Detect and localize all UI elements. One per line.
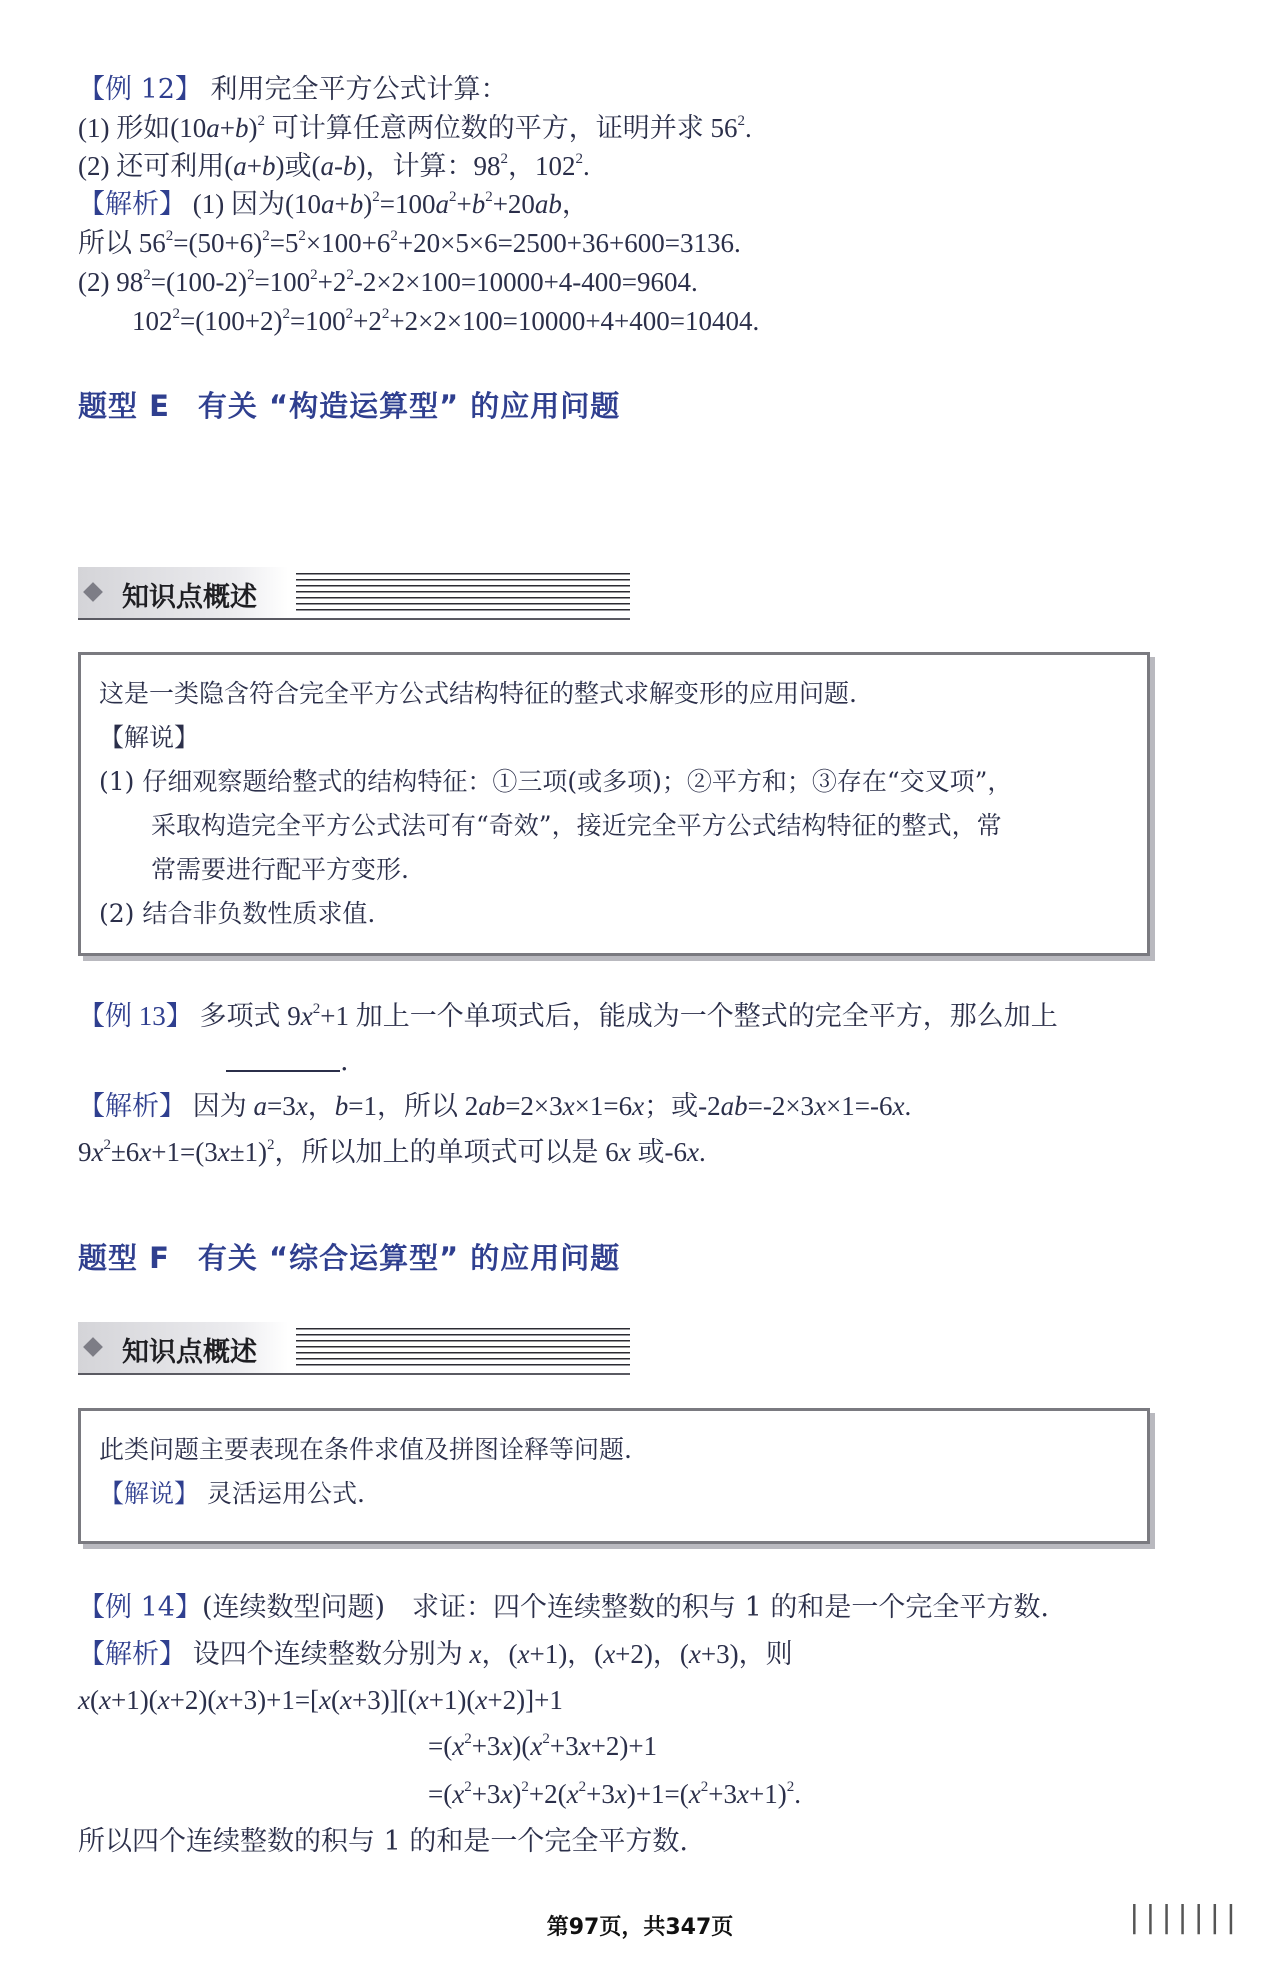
box-line: 此类问题主要表现在条件求值及拼图诠释等问题.: [99, 1435, 632, 1464]
text: -2×2×100=10000+4-400=9604.: [353, 267, 698, 297]
ex12-solution-line3: [78, 264, 698, 300]
ex12-prompt: 利用完全平方公式计算：: [210, 74, 508, 105]
text: ×1=-6: [826, 1091, 893, 1121]
text: =2×3: [505, 1091, 563, 1121]
text: =1，所以 2: [348, 1091, 479, 1121]
section-e-summary-box: [78, 652, 1150, 956]
text: +2: [317, 267, 347, 297]
var-x: x: [688, 1639, 701, 1669]
var-ab: ab: [534, 189, 562, 219]
text: 可计算任意两位数的平方，证明并求 56: [271, 113, 738, 143]
text: ): [363, 189, 373, 219]
text: =(100-2): [150, 267, 247, 297]
var-x: x: [295, 1091, 308, 1121]
text: (2) 还可利用(: [78, 151, 234, 181]
var-a: a: [435, 189, 449, 219]
box-explanation-tag: 【解说】: [99, 723, 200, 752]
ex14-solution-line2: x(x+1)(x+2)(x+3)+1=[x(x+3)][(x+1)(x+2)]+1: [78, 1685, 563, 1715]
exponent: 2: [345, 306, 354, 322]
var-ab: ab: [720, 1091, 748, 1121]
text: ；或-2: [644, 1091, 721, 1121]
text: =100: [289, 306, 346, 336]
text: ，: [307, 1091, 335, 1121]
text: ，: [561, 189, 589, 219]
stripe-decoration: [296, 573, 630, 613]
ex13-solution-line2: [78, 1134, 706, 1170]
box-line: (1) 仔细观察题给整式的结构特征：①三项(或多项)；②平方和；③存在“交叉项”，: [99, 767, 1013, 796]
text: =5: [269, 228, 299, 258]
text: ): [248, 113, 258, 143]
text: ×100+6: [305, 228, 391, 258]
ex12-solution-line1: [78, 186, 589, 222]
section-f-summary-box: [78, 1408, 1150, 1544]
var-b: b: [234, 113, 249, 143]
text: =100: [379, 189, 436, 219]
text: +: [456, 189, 472, 219]
knowledge-label: 知识点概述: [122, 582, 257, 613]
var-x: x: [892, 1091, 905, 1121]
text: 9: [78, 1137, 92, 1167]
var-x: x: [469, 1639, 482, 1669]
text: +: [246, 151, 262, 181]
section-e-title: 有关 “构造运算型” 的应用问题: [197, 389, 621, 423]
text: ，所以加上的单项式可以是 6: [274, 1137, 619, 1167]
var-b: b: [471, 189, 486, 219]
var-x: x: [139, 1137, 152, 1167]
text: =100: [254, 267, 311, 297]
text: +2: [353, 306, 382, 336]
text: ×1=6: [574, 1091, 633, 1121]
var-a: a: [233, 151, 247, 181]
ex14-conclusion: 所以四个连续整数的积与 1 的和是一个完全平方数.: [78, 1826, 688, 1857]
text: 设四个连续整数分别为: [192, 1639, 463, 1669]
ex14-tag: 【例 14】: [78, 1592, 202, 1623]
var-x: x: [687, 1137, 700, 1167]
exponent: 2: [500, 151, 508, 167]
ex14-solution-line1: [78, 1636, 793, 1672]
brand-watermark: |||||||: [1129, 1900, 1242, 1935]
section-f-title: 有关 “综合运算型” 的应用问题: [197, 1241, 621, 1275]
text: ，(: [481, 1639, 518, 1669]
ex12-solution-line2: [78, 225, 741, 261]
text: .: [744, 113, 752, 143]
text: -: [333, 151, 343, 181]
text: 或-6: [630, 1137, 688, 1167]
var-b: b: [261, 151, 276, 181]
solution-tag: 【解析】: [78, 1091, 186, 1121]
var-a: a: [320, 151, 334, 181]
var-b: b: [334, 1091, 349, 1121]
exponent: 2: [448, 189, 457, 205]
var-b: b: [342, 151, 357, 181]
text: +1 加上一个单项式后，能成为一个整式的完全平方，那么加上: [320, 1001, 1058, 1031]
var-a: a: [253, 1091, 267, 1121]
box-line: 这是一类隐含符合完全平方公式结构特征的整式求解变形的应用问题.: [99, 679, 857, 708]
var-x: x: [217, 1137, 230, 1167]
text: =(50+6): [173, 228, 263, 258]
ex13-tag: 【例 13】: [78, 1001, 193, 1031]
exponent: 2: [310, 267, 318, 283]
solution-tag: 【解析】: [78, 189, 186, 219]
exponent: 2: [390, 228, 398, 244]
text: 多项式 9: [199, 1001, 301, 1031]
exponent: 2: [372, 189, 380, 205]
text: 因为: [192, 1091, 247, 1121]
box-line: (2) 结合非负数性质求值.: [99, 899, 376, 928]
text: +: [219, 113, 235, 143]
text: ±6: [110, 1137, 140, 1167]
text: (1) 因为(10: [192, 189, 321, 219]
text: +: [334, 189, 350, 219]
exponent: 2: [246, 267, 255, 283]
ex12-prompt-line: [78, 72, 508, 108]
text: +20×5×6=2500+36+600=3136.: [397, 228, 741, 258]
exponent: 2: [143, 267, 151, 283]
box-line: 常需要进行配平方变形.: [151, 855, 409, 884]
var-x: x: [603, 1639, 616, 1669]
exponent: 2: [262, 228, 270, 244]
text: (2) 98: [78, 267, 144, 297]
var-x: x: [814, 1091, 827, 1121]
text: )，计算：98: [356, 151, 501, 181]
section-e-knowledge-banner: [78, 567, 630, 619]
knowledge-label: 知识点概述: [122, 1337, 257, 1368]
text: +20: [492, 189, 535, 219]
text: ±1): [229, 1137, 268, 1167]
text: 所以 56: [78, 228, 166, 258]
ex14-solution-line4: $=(x^2+3x)^2+2(x^2+3x)+1=(x^2+3x+1)^2$.: [428, 1779, 801, 1809]
answer-blank[interactable]: [226, 1046, 340, 1072]
text: +1)，(: [529, 1639, 604, 1669]
text: +2×2×100=10000+4+400=10404.: [389, 306, 760, 336]
ex12-tag: 【例 12】: [78, 74, 202, 105]
section-f-label: 题型 F: [78, 1241, 170, 1275]
exponent: 2: [282, 306, 290, 322]
ex12-part1: [78, 110, 752, 146]
var-x: x: [562, 1091, 575, 1121]
text: .: [904, 1091, 912, 1121]
exponent: 2: [312, 1001, 321, 1017]
var-a: a: [206, 113, 220, 143]
text: =3: [267, 1091, 296, 1121]
text: =(100+2): [180, 306, 283, 336]
exponent: 2: [381, 306, 390, 322]
ex12-part2: [78, 148, 590, 184]
var-x: x: [300, 1001, 313, 1031]
section-e-label: 题型 E: [78, 389, 170, 423]
text: )或(: [275, 151, 321, 181]
ex14-solution-line3: $=(x^2+3x)(x^2+3x+2)+1$: [428, 1731, 658, 1761]
page-number: 第97页，共347页: [546, 1915, 734, 1940]
text: +2)，(: [615, 1639, 689, 1669]
text: =-2×3: [747, 1091, 815, 1121]
section-e-heading: [78, 384, 620, 425]
text: (1) 形如(10: [78, 113, 207, 143]
stripe-decoration: [296, 1328, 630, 1368]
exponent: 2: [575, 151, 583, 167]
box-explanation-tag: 【解说】: [99, 1479, 200, 1508]
var-x: x: [632, 1091, 645, 1121]
var-b: b: [349, 189, 364, 219]
ex13-solution-line1: [78, 1088, 911, 1124]
exponent: 2: [267, 1137, 275, 1153]
exponent: 2: [257, 113, 265, 129]
ex13-answer-blank-line: [226, 1044, 349, 1080]
ex13-question: [78, 998, 1058, 1034]
exponent: 2: [737, 113, 745, 129]
solution-tag: 【解析】: [78, 1639, 186, 1669]
section-f-knowledge-banner: [78, 1322, 630, 1374]
text: +3)，则: [700, 1639, 793, 1669]
text: ，102: [507, 151, 576, 181]
ex12-solution-line4: [132, 303, 759, 339]
text: +1=(3: [151, 1137, 218, 1167]
text: 灵活运用公式.: [206, 1479, 365, 1508]
exponent: 2: [346, 267, 354, 283]
text: 102: [132, 306, 173, 336]
var-a: a: [320, 189, 335, 219]
exponent: 2: [165, 228, 174, 244]
var-x: x: [618, 1137, 631, 1167]
exponent: 2: [172, 306, 180, 322]
text: .: [582, 151, 590, 181]
text: .: [340, 1046, 349, 1077]
text: .: [699, 1137, 706, 1167]
var-x: x: [91, 1137, 104, 1167]
var-x: x: [517, 1639, 530, 1669]
ex14-question: [78, 1590, 1049, 1626]
text: (连续数型问题) 求证：四个连续整数的积与 1 的和是一个完全平方数.: [201, 1592, 1049, 1623]
exponent: 2: [485, 189, 493, 205]
section-f-heading: [78, 1236, 620, 1277]
var-ab: ab: [478, 1091, 506, 1121]
box-line: 采取构造完全平方公式法可有“奇效”，接近完全平方公式结构特征的整式，常: [151, 811, 1002, 840]
exponent: 2: [103, 1137, 111, 1153]
box-explanation-line: [99, 1477, 365, 1511]
exponent: 2: [298, 228, 306, 244]
